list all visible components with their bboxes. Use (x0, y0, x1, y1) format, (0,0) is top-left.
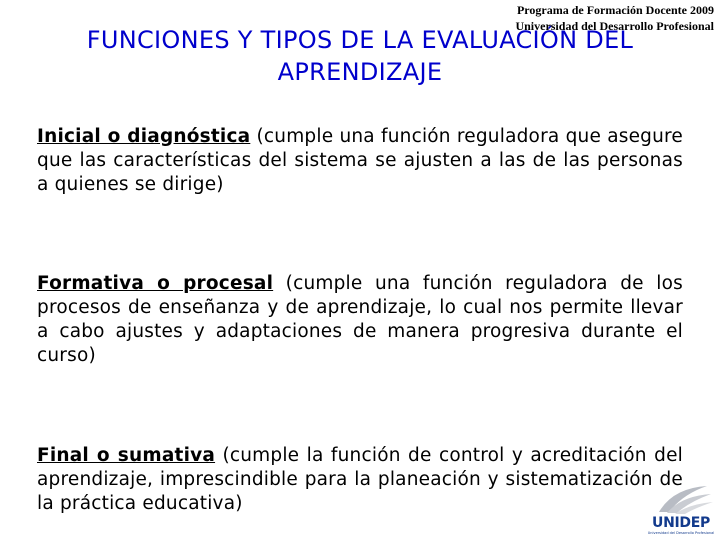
unidep-logo (645, 482, 717, 538)
unidep-swoosh-icon (645, 482, 717, 516)
program-header: Programa de Formación Docente 2009 (516, 3, 714, 17)
slide-title: FUNCIONES Y TIPOS DE LA EVALUACIÓN DEL APRENDIZAJE (86, 26, 634, 86)
description-final: (cumple la función de control y acreditación del aprendizaje, imprescindible para la planeación y sistematización de la práctica educativa) (37, 444, 683, 514)
description-initial: (cumple una función reguladora que asegure que las características del sistema se ajusten a las de las personas a quienes se dirige) (37, 125, 683, 195)
evaluation-type-initial (37, 125, 683, 197)
logo-wordmark: UNIDEP (652, 515, 710, 531)
description-formative: (cumple una función reguladora de los procesos de enseñanza y de aprendizaje, lo cual nos permite llevar a cabo ajustes y adaptaciones de manera progresiva durante el curso) (37, 272, 683, 366)
evaluation-type-formative (37, 272, 683, 368)
term-initial: Inicial o diagnóstica (37, 125, 251, 147)
term-formative: Formativa o procesal (37, 272, 274, 294)
term-final: Final o sumativa (37, 444, 216, 466)
logo-tagline: Universidad del Desarrollo Profesional (647, 531, 715, 535)
evaluation-type-final (37, 444, 683, 516)
university-header: Universidad del Desarrollo Profesional (515, 19, 714, 33)
